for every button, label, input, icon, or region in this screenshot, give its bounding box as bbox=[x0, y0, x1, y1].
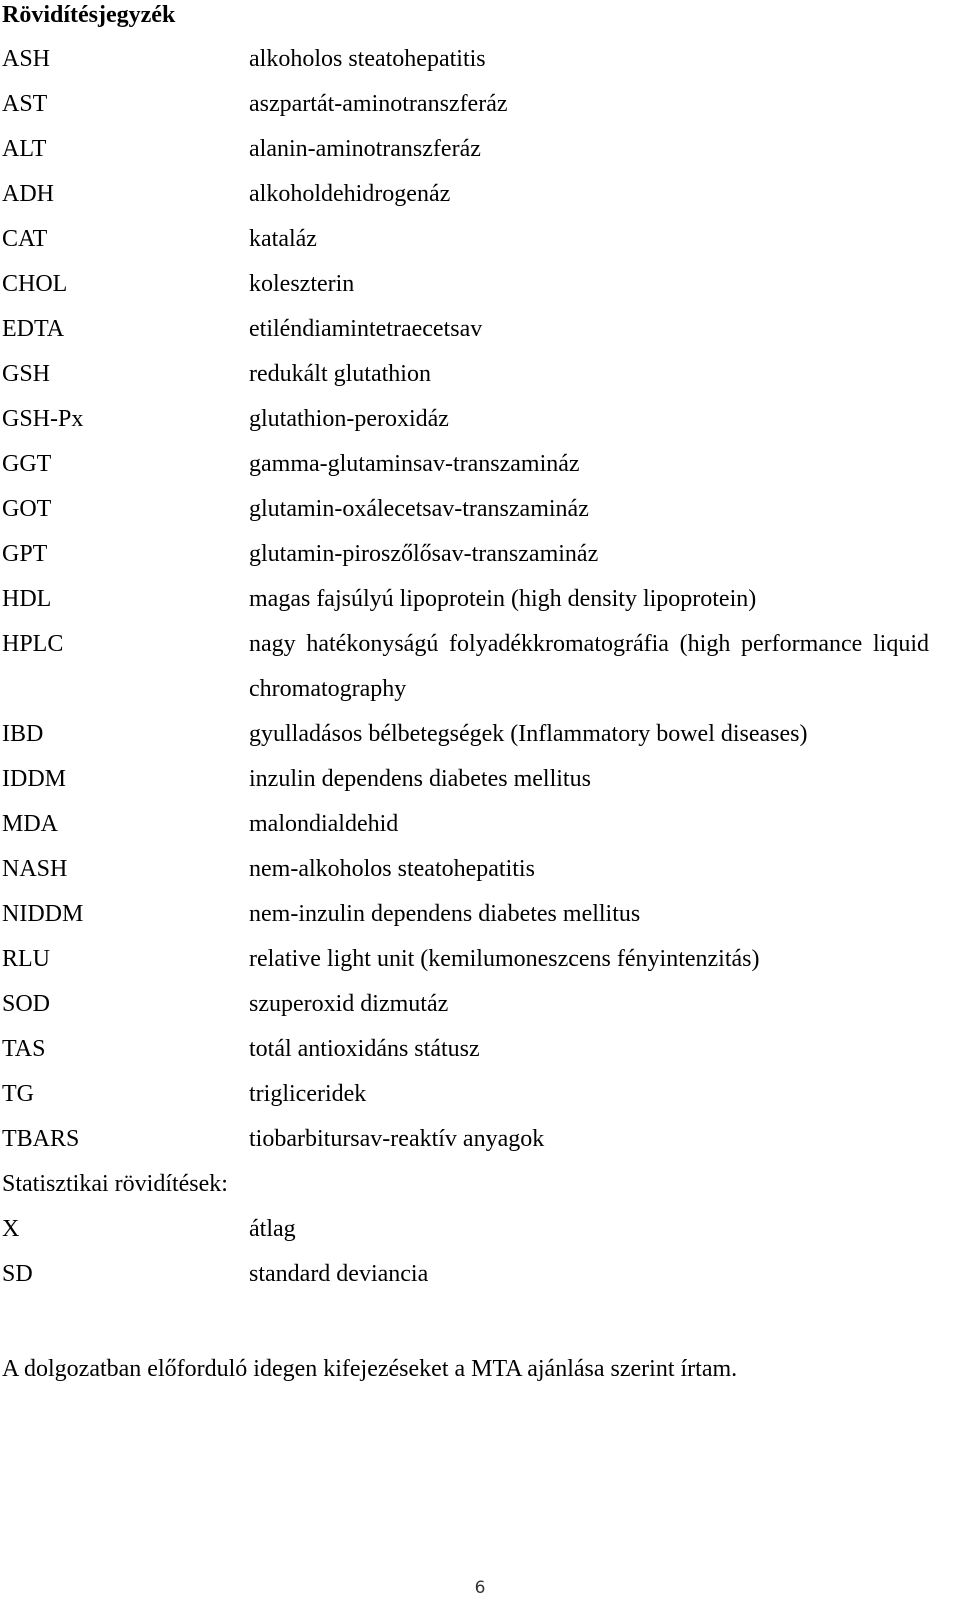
definition: inzulin dependens diabetes mellitus bbox=[249, 765, 591, 792]
definition: relative light unit (kemilumoneszcens fényintenzitás) bbox=[249, 945, 760, 972]
abbreviation-row bbox=[0, 807, 960, 852]
abbreviation: IBD bbox=[2, 721, 44, 747]
definition: glutathion-peroxidáz bbox=[249, 405, 449, 432]
definition: gamma-glutaminsav-transzamináz bbox=[249, 450, 580, 477]
abbreviation: TG bbox=[2, 1081, 34, 1107]
abbreviation: TBARS bbox=[2, 1126, 80, 1152]
definition: glutamin-oxálecetsav-transzamináz bbox=[249, 495, 589, 522]
abbreviation: SD bbox=[2, 1261, 33, 1287]
abbreviation: GGT bbox=[2, 451, 52, 477]
abbreviation: HPLC bbox=[2, 631, 64, 657]
abbreviation-row bbox=[0, 132, 960, 177]
abbreviation: HDL bbox=[2, 586, 52, 612]
definition: gyulladásos bélbetegségek (Inflammatory bowel diseases) bbox=[249, 720, 808, 747]
abbreviation-row bbox=[0, 492, 960, 537]
abbreviation: RLU bbox=[2, 946, 50, 972]
abbreviation-row bbox=[0, 627, 960, 717]
definition: nagy hatékonyságú folyadékkromatográfia (high performance liquid chromatography bbox=[249, 630, 929, 702]
abbreviation: ADH bbox=[2, 181, 54, 207]
definition: aszpartát-aminotranszferáz bbox=[249, 90, 508, 117]
abbreviation: CHOL bbox=[2, 271, 68, 297]
definition: tiobarbitursav-reaktív anyagok bbox=[249, 1125, 545, 1152]
abbreviation-row bbox=[0, 537, 960, 582]
abbreviation: CAT bbox=[2, 226, 48, 252]
abbreviation: NIDDM bbox=[2, 901, 84, 927]
abbreviation-row bbox=[0, 717, 960, 762]
abbreviation: TAS bbox=[2, 1036, 46, 1062]
definition: totál antioxidáns státusz bbox=[249, 1035, 480, 1062]
abbreviation: ALT bbox=[2, 136, 47, 162]
abbreviation-row bbox=[0, 447, 960, 492]
statistics-heading: Statisztikai rövidítések: bbox=[2, 1171, 228, 1197]
definition: alanin-aminotranszferáz bbox=[249, 135, 481, 162]
definition: kataláz bbox=[249, 225, 317, 252]
abbreviation: GSH-Px bbox=[2, 406, 84, 432]
abbreviation-row bbox=[0, 942, 960, 987]
foreign-terms-note: A dolgozatban előforduló idegen kifejezéseket a MTA ajánlása szerint írtam. bbox=[2, 1356, 738, 1382]
definition: redukált glutathion bbox=[249, 360, 431, 387]
abbreviation-row bbox=[0, 42, 960, 87]
abbreviation: IDDM bbox=[2, 766, 66, 792]
abbreviation-row bbox=[0, 852, 960, 897]
definition: koleszterin bbox=[249, 270, 355, 297]
definition: nem-alkoholos steatohepatitis bbox=[249, 855, 535, 882]
abbreviation-row bbox=[0, 1077, 960, 1122]
definition: trigliceridek bbox=[249, 1080, 367, 1107]
abbreviation-row bbox=[0, 87, 960, 132]
abbreviation: X bbox=[2, 1216, 20, 1242]
abbreviation-row bbox=[0, 402, 960, 447]
abbreviation-row bbox=[0, 1032, 960, 1077]
abbreviation: SOD bbox=[2, 991, 51, 1017]
definition: magas fajsúlyú lipoprotein (high density lipoprotein) bbox=[249, 585, 757, 612]
abbreviation: MDA bbox=[2, 811, 59, 837]
abbreviation: GSH bbox=[2, 361, 51, 387]
abbreviation: EDTA bbox=[2, 316, 65, 342]
statistics-row bbox=[0, 1257, 960, 1302]
abbreviation-row bbox=[0, 582, 960, 627]
abbreviation: GOT bbox=[2, 496, 52, 522]
definition: szuperoxid dizmutáz bbox=[249, 990, 449, 1017]
abbreviation-row bbox=[0, 267, 960, 312]
abbreviation: GPT bbox=[2, 541, 48, 567]
abbreviation: AST bbox=[2, 91, 48, 117]
definition: etiléndiamintetraecetsav bbox=[249, 315, 483, 342]
definition: malondialdehid bbox=[249, 810, 399, 837]
definition: standard deviancia bbox=[249, 1260, 429, 1287]
abbreviation-row bbox=[0, 1122, 960, 1167]
abbreviation-row bbox=[0, 177, 960, 222]
definition: nem-inzulin dependens diabetes mellitus bbox=[249, 900, 641, 927]
abbreviation-row bbox=[0, 762, 960, 807]
definition: alkoholos steatohepatitis bbox=[249, 45, 486, 72]
abbreviation-list bbox=[0, 42, 960, 1302]
page-title: Rövidítésjegyzék bbox=[2, 2, 176, 28]
definition: átlag bbox=[249, 1215, 296, 1242]
definition: glutamin-piroszőlősav-transzamináz bbox=[249, 540, 599, 567]
abbreviation: ASH bbox=[2, 46, 51, 72]
abbreviation-row bbox=[0, 987, 960, 1032]
definition: alkoholdehidrogenáz bbox=[249, 180, 451, 207]
abbreviation-row bbox=[0, 357, 960, 402]
page-number: 6 bbox=[474, 1578, 486, 1598]
statistics-row bbox=[0, 1212, 960, 1257]
abbreviation-row bbox=[0, 897, 960, 942]
abbreviation-row bbox=[0, 222, 960, 267]
abbreviation-row bbox=[0, 312, 960, 357]
abbreviation: NASH bbox=[2, 856, 68, 882]
